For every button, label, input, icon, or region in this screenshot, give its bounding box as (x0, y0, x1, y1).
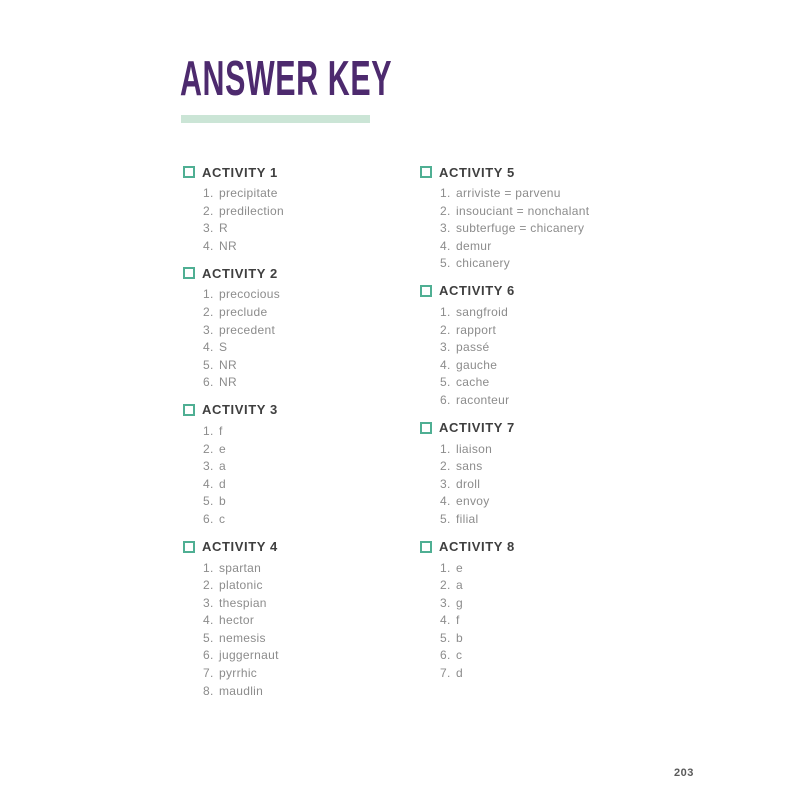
answer-text: precedent (219, 322, 276, 337)
title-underline (181, 115, 370, 123)
checkbox-icon (183, 541, 195, 553)
answer-number: 7. (203, 666, 214, 681)
answer-text: f (456, 613, 460, 628)
answer-item (203, 595, 408, 613)
answer-text: insouciant = nonchalant (456, 203, 590, 218)
activity-section (420, 164, 700, 273)
answer-text: platonic (219, 578, 263, 593)
answer-item (203, 238, 408, 256)
answer-text: chicanery (456, 256, 511, 271)
answer-item (203, 286, 408, 304)
answer-number: 1. (440, 186, 451, 200)
activity-header (183, 164, 408, 180)
answer-number: 5. (440, 630, 451, 645)
activity-section (183, 402, 408, 529)
answer-number: 6. (440, 392, 451, 407)
answer-item (203, 647, 408, 665)
activity-title: ACTIVITY 1 (202, 164, 278, 180)
answer-item (440, 560, 700, 578)
answer-number: 5. (203, 494, 214, 509)
answer-item (203, 304, 408, 322)
answer-text: NR (219, 238, 237, 253)
answer-number: 1. (440, 441, 451, 456)
answer-number: 7. (440, 666, 451, 681)
activity-section (183, 539, 408, 701)
checkbox-icon (420, 285, 432, 297)
answer-item (440, 476, 700, 494)
checkbox-icon (183, 404, 195, 416)
answer-text: envoy (456, 494, 490, 509)
answer-number: 1. (440, 560, 451, 575)
activity-header (420, 420, 700, 436)
answer-item (203, 423, 408, 441)
activity-title: ACTIVITY 4 (202, 539, 278, 554)
answer-number: 3. (440, 476, 451, 491)
answer-number: 5. (440, 511, 451, 526)
answer-text: raconteur (456, 392, 510, 407)
answer-item (203, 476, 408, 494)
answer-number: 2. (203, 441, 214, 456)
answer-number: 3. (203, 595, 214, 610)
answer-column-right (420, 164, 700, 693)
answer-item (203, 220, 408, 238)
answer-item (440, 357, 700, 375)
answer-text: liaison (456, 441, 493, 456)
page-title: ANSWER KEY (180, 52, 393, 106)
answer-text: juggernaut (219, 648, 279, 663)
answer-number: 5. (440, 256, 451, 271)
answer-item (203, 185, 408, 203)
answer-item (203, 612, 408, 630)
answer-number: 2. (203, 304, 214, 319)
answer-text: droll (456, 476, 481, 491)
answer-item (440, 441, 700, 459)
answer-number: 2. (440, 322, 451, 337)
answer-number: 4. (203, 238, 214, 253)
answer-text: e (219, 441, 226, 456)
answer-item (440, 322, 700, 340)
answer-text: gauche (456, 357, 498, 372)
answer-number: 4. (203, 476, 214, 491)
answer-text: c (456, 648, 463, 663)
answer-number: 4. (440, 238, 451, 253)
answer-text: subterfuge = chicanery (456, 221, 585, 236)
answer-number: 5. (203, 357, 214, 372)
answer-item (203, 511, 408, 529)
answer-item (440, 392, 700, 410)
answer-item (203, 441, 408, 459)
activity-section (183, 265, 408, 392)
answer-text: spartan (219, 560, 262, 575)
answer-text: R (219, 221, 228, 236)
activity-section (420, 539, 700, 683)
answer-item (203, 203, 408, 221)
answer-list (183, 560, 408, 701)
answer-item (203, 683, 408, 701)
answer-text: d (219, 476, 226, 491)
answer-item (203, 665, 408, 683)
answer-item (203, 357, 408, 375)
answer-text: d (456, 666, 463, 681)
checkbox-icon (420, 541, 432, 553)
activity-title: ACTIVITY 2 (202, 265, 278, 281)
answer-item (203, 560, 408, 578)
activity-header (183, 402, 408, 418)
answer-number: 3. (203, 459, 214, 474)
answer-number: 3. (440, 595, 451, 610)
answer-text: precocious (219, 287, 281, 302)
answer-text: nemesis (219, 630, 266, 645)
answer-item (440, 511, 700, 529)
answer-number: 4. (203, 613, 214, 628)
answer-column-left (183, 164, 408, 710)
answer-text: arriviste = parvenu (456, 186, 561, 200)
answer-text: precipitate (219, 186, 278, 200)
answer-list (183, 286, 408, 392)
answer-text: c (219, 511, 226, 526)
activity-header (420, 283, 700, 299)
answer-item (440, 630, 700, 648)
answer-item (203, 630, 408, 648)
answer-number: 5. (203, 630, 214, 645)
answer-item (203, 458, 408, 476)
answer-item (203, 339, 408, 357)
answer-number: 6. (203, 511, 214, 526)
answer-item (440, 577, 700, 595)
checkbox-icon (183, 267, 195, 279)
answer-item (203, 493, 408, 511)
activity-section (420, 420, 700, 529)
answer-number: 1. (203, 287, 214, 302)
answer-item (440, 238, 700, 256)
answer-item (203, 374, 408, 392)
answer-text: e (456, 560, 463, 575)
answer-text: NR (219, 375, 237, 390)
answer-text: thespian (219, 595, 267, 610)
answer-number: 4. (203, 340, 214, 355)
answer-text: sangfroid (456, 304, 509, 319)
answer-text: rapport (456, 322, 497, 337)
answer-text: passé (456, 340, 490, 355)
answer-item (440, 374, 700, 392)
answer-item (440, 255, 700, 273)
answer-list (183, 423, 408, 529)
answer-item (440, 493, 700, 511)
answer-text: demur (456, 238, 492, 253)
answer-text: b (456, 630, 463, 645)
activity-header (183, 539, 408, 555)
answer-text: g (456, 595, 463, 610)
answer-text: cache (456, 375, 490, 390)
answer-text: f (219, 423, 223, 438)
answer-number: 4. (440, 494, 451, 509)
activity-header (420, 539, 700, 555)
answer-text: filial (456, 511, 479, 526)
answer-number: 2. (203, 203, 214, 218)
answer-item (440, 203, 700, 221)
answer-number: 6. (203, 648, 214, 663)
answer-text: pyrrhic (219, 666, 258, 681)
answer-list (183, 185, 408, 255)
answer-text: preclude (219, 304, 268, 319)
activity-title: ACTIVITY 8 (439, 539, 515, 554)
answer-number: 1. (440, 304, 451, 319)
answer-number: 1. (203, 560, 214, 575)
answer-number: 1. (203, 186, 214, 200)
answer-number: 2. (440, 459, 451, 474)
activity-header (420, 164, 700, 180)
answer-number: 6. (440, 648, 451, 663)
answer-text: hector (219, 613, 255, 628)
activity-header (183, 265, 408, 281)
answer-number: 6. (203, 375, 214, 390)
answer-text: predilection (219, 203, 284, 218)
activity-title: ACTIVITY 6 (439, 283, 515, 299)
answer-list (420, 441, 700, 529)
answer-item (440, 220, 700, 238)
answer-number: 3. (440, 340, 451, 355)
checkbox-icon (420, 166, 432, 178)
answer-list (420, 185, 700, 273)
answer-text: S (219, 340, 228, 355)
activity-section (420, 283, 700, 410)
answer-text: a (219, 459, 226, 474)
answer-number: 3. (203, 221, 214, 236)
answer-item (440, 665, 700, 683)
activity-title: ACTIVITY 7 (439, 420, 515, 436)
answer-number: 5. (440, 375, 451, 390)
answer-number: 3. (440, 221, 451, 236)
answer-item (440, 458, 700, 476)
answer-number: 2. (440, 203, 451, 218)
activity-title: ACTIVITY 5 (439, 164, 515, 180)
answer-item (440, 185, 700, 203)
answer-item (203, 577, 408, 595)
checkbox-icon (183, 166, 195, 178)
answer-item (440, 647, 700, 665)
answer-list (420, 560, 700, 683)
answer-text: maudlin (219, 683, 264, 698)
answer-number: 8. (203, 683, 214, 698)
activity-section (183, 164, 408, 255)
answer-number: 4. (440, 613, 451, 628)
answer-number: 2. (440, 578, 451, 593)
answer-list (420, 304, 700, 410)
answer-text: a (456, 578, 463, 593)
answer-number: 1. (203, 423, 214, 438)
activity-title: ACTIVITY 3 (202, 402, 278, 418)
checkbox-icon (420, 422, 432, 434)
answer-text: NR (219, 357, 237, 372)
answer-item (203, 322, 408, 340)
answer-text: sans (456, 459, 483, 474)
answer-item (440, 339, 700, 357)
answer-item (440, 612, 700, 630)
page-number: 203 (674, 767, 694, 779)
answer-item (440, 304, 700, 322)
answer-number: 2. (203, 578, 214, 593)
answer-number: 3. (203, 322, 214, 337)
answer-number: 4. (440, 357, 451, 372)
answer-item (440, 595, 700, 613)
answer-text: b (219, 494, 226, 509)
